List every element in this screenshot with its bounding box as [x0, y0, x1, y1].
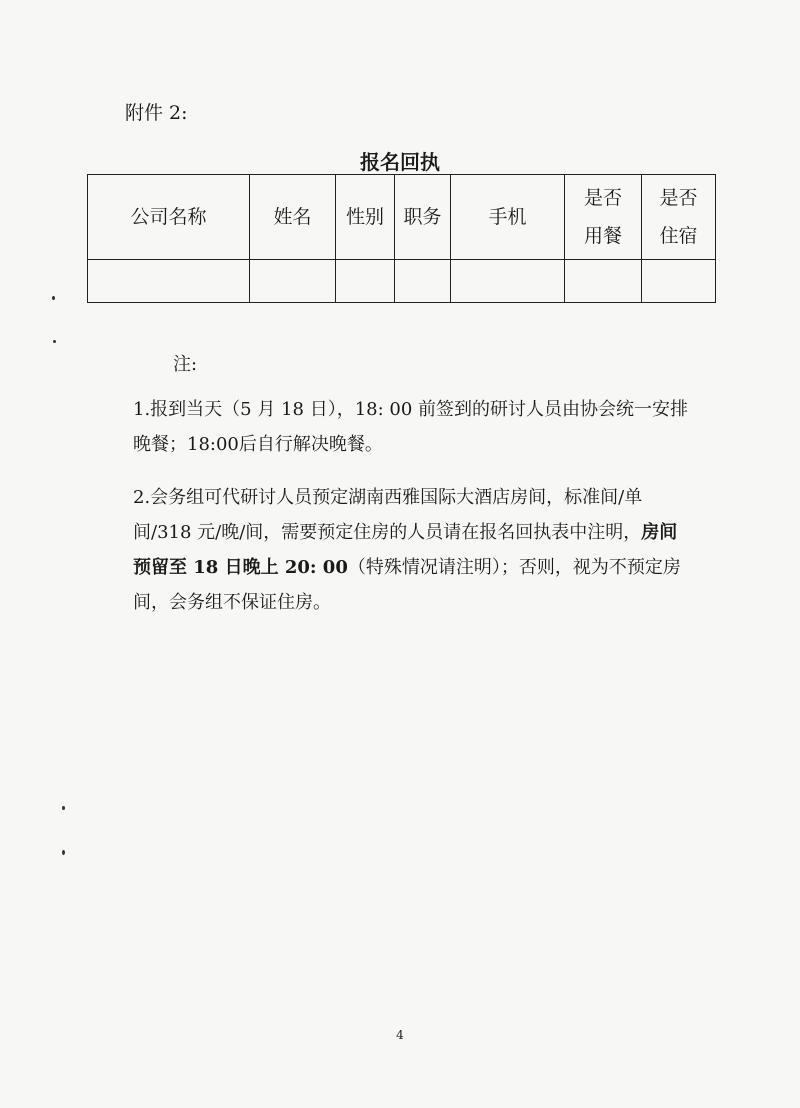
attachment-label: 附件 2:	[125, 102, 188, 124]
note-item-2	[133, 480, 693, 620]
cell-gender	[336, 260, 395, 303]
cell-lodging	[642, 260, 716, 303]
header-lodging-line2: 住宿	[659, 225, 698, 247]
header-company: 公司名称	[88, 175, 250, 260]
table-header-row	[88, 175, 716, 260]
form-title: 报名回执	[360, 150, 440, 174]
header-meal-line1: 是否	[583, 187, 622, 209]
table-row	[88, 260, 716, 303]
scan-speck	[62, 806, 65, 810]
cell-company	[88, 260, 250, 303]
scan-speck	[53, 340, 56, 343]
note-item-1: 1.报到当天（5 月 18 日），18: 00 前签到的研讨人员由协会统一安排晚餐；18:00后自行解决晚餐。	[133, 399, 689, 455]
header-name: 姓名	[250, 175, 336, 260]
notes-label: 注:	[173, 354, 198, 375]
note-item-2-text: 2.会务组可代研讨人员预定湖南西雅国际大酒店房间，标准间/单间/318 元/晚/间，需要预定住房的人员请在报名回执表中注明，	[133, 487, 643, 543]
page-number: 4	[396, 1028, 404, 1042]
note-item-2-bold: 房间预留至 18 日晚上 20: 00	[133, 522, 678, 578]
header-position: 职务	[395, 175, 451, 260]
registration-table	[87, 174, 716, 303]
scan-speck	[52, 296, 55, 300]
note-item-2-tail: （特殊情况请注明）；否则，视为不预定房间，会务组不保证住房。	[133, 557, 681, 613]
cell-name	[250, 260, 336, 303]
scan-speck	[62, 850, 65, 855]
header-meal-line2: 用餐	[583, 225, 622, 247]
header-gender: 性别	[336, 175, 395, 260]
cell-phone	[451, 260, 565, 303]
header-meal	[565, 175, 642, 260]
header-phone: 手机	[451, 175, 565, 260]
header-lodging-line1: 是否	[659, 187, 698, 209]
header-lodging	[642, 175, 716, 260]
cell-position	[395, 260, 451, 303]
cell-meal	[565, 260, 642, 303]
